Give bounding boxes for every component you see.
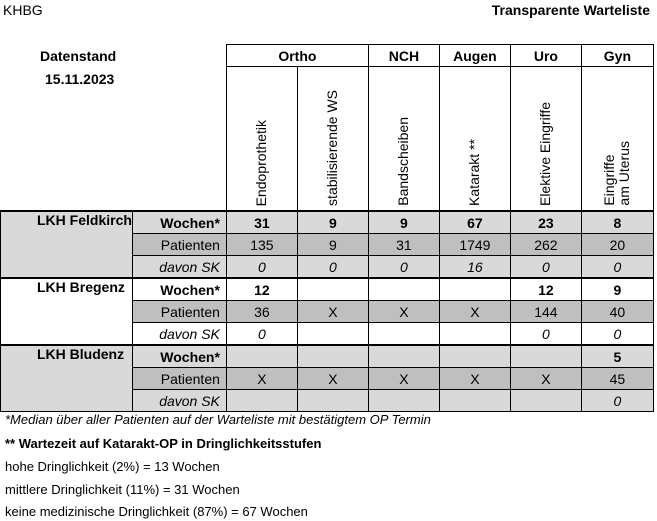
cell-patienten: X xyxy=(368,368,439,390)
cell-davon xyxy=(226,390,297,412)
cell-wochen: 9 xyxy=(297,211,368,234)
cell-patienten: X xyxy=(510,368,581,390)
hospital-name: LKH Bregenz xyxy=(1,278,133,345)
cell-davon: 0 xyxy=(226,323,297,346)
cell-davon xyxy=(297,323,368,346)
cell-davon: 0 xyxy=(368,256,439,279)
footnote-mittlere: mittlere Dringlichkeit (11%) = 31 Wochen xyxy=(5,482,240,497)
row-label-wochen: Wochen* xyxy=(132,278,226,301)
row-label-davon: davon SK xyxy=(132,390,226,412)
cell-davon xyxy=(368,323,439,346)
col-eingriffe-uterus: Eingriffe am Uterus xyxy=(601,141,633,206)
cell-davon xyxy=(439,323,510,346)
cell-patienten: 20 xyxy=(581,234,653,256)
footnote-hohe: hohe Dringlichkeit (2%) = 13 Wochen xyxy=(5,459,220,474)
cell-patienten: X xyxy=(297,301,368,323)
group-augen: Augen xyxy=(439,45,510,67)
cell-wochen xyxy=(368,345,439,368)
group-header-row xyxy=(1,45,654,67)
cell-wochen: 12 xyxy=(226,278,297,301)
cell-wochen: 9 xyxy=(368,211,439,234)
cell-patienten: X xyxy=(297,368,368,390)
cell-wochen: 9 xyxy=(581,278,653,301)
cell-wochen: 67 xyxy=(439,211,510,234)
row-label-patienten: Patienten xyxy=(132,301,226,323)
cell-patienten: 40 xyxy=(581,301,653,323)
datenstand-date: 15.11.2023 xyxy=(45,71,115,87)
cell-wochen: 23 xyxy=(510,211,581,234)
datenstand-label: Datenstand xyxy=(40,48,117,64)
row-label-patienten: Patienten xyxy=(132,234,226,256)
waitlist-table xyxy=(0,44,654,412)
footnote-median: *Median über aller Patienten auf der Warteliste mit bestätigtem OP Termin xyxy=(5,412,431,427)
group-uro: Uro xyxy=(510,45,581,67)
cell-wochen xyxy=(226,345,297,368)
cell-patienten: 45 xyxy=(581,368,653,390)
cell-davon xyxy=(510,390,581,412)
col-elektive-eingriffe: Elektive Eingriffe xyxy=(537,101,554,206)
group-gyn: Gyn xyxy=(581,45,653,67)
cell-patienten: 135 xyxy=(226,234,297,256)
row-label-patienten: Patienten xyxy=(132,368,226,390)
column-header-row xyxy=(1,67,654,212)
col-endoprothetik: Endoprothetik xyxy=(253,119,270,206)
row-label-wochen: Wochen* xyxy=(132,211,226,234)
cell-patienten: X xyxy=(368,301,439,323)
cell-patienten: 262 xyxy=(510,234,581,256)
group-nch: NCH xyxy=(368,45,439,67)
row-label-wochen: Wochen* xyxy=(132,345,226,368)
cell-davon: 0 xyxy=(226,256,297,279)
table-row xyxy=(1,211,654,234)
cell-wochen: 8 xyxy=(581,211,653,234)
cell-wochen: 31 xyxy=(226,211,297,234)
cell-patienten: 144 xyxy=(510,301,581,323)
cell-patienten: 36 xyxy=(226,301,297,323)
col-katarakt: Katarakt ** xyxy=(466,139,483,206)
cell-wochen: 12 xyxy=(510,278,581,301)
org-name: KHBG xyxy=(3,2,43,18)
hospital-name: LKH Feldkirch xyxy=(1,211,133,278)
cell-wochen xyxy=(297,278,368,301)
cell-davon: 0 xyxy=(510,256,581,279)
table-row xyxy=(1,278,654,301)
cell-davon: 0 xyxy=(297,256,368,279)
page-title: Transparente Warteliste xyxy=(491,2,650,18)
cell-wochen xyxy=(368,278,439,301)
cell-patienten: 31 xyxy=(368,234,439,256)
cell-davon xyxy=(439,390,510,412)
cell-davon: 0 xyxy=(510,323,581,346)
cell-patienten: X xyxy=(226,368,297,390)
footnote-katarakt-title: ** Wartezeit auf Katarakt-OP in Dringlichkeitsstufen xyxy=(5,436,322,451)
col-stabilisierende-ws: stabilisierende WS xyxy=(324,90,341,206)
table-row xyxy=(1,345,654,368)
cell-wochen xyxy=(439,278,510,301)
cell-davon xyxy=(368,390,439,412)
row-label-davon: davon SK xyxy=(132,323,226,346)
cell-wochen: 5 xyxy=(581,345,653,368)
cell-wochen xyxy=(439,345,510,368)
cell-patienten: 9 xyxy=(297,234,368,256)
cell-davon xyxy=(297,390,368,412)
hospital-name: LKH Bludenz xyxy=(1,345,133,412)
col-bandscheiben: Bandscheiben xyxy=(395,117,412,206)
cell-davon: 16 xyxy=(439,256,510,279)
cell-patienten: X xyxy=(439,368,510,390)
cell-davon: 0 xyxy=(581,323,653,346)
cell-patienten: X xyxy=(439,301,510,323)
cell-davon: 0 xyxy=(581,256,653,279)
row-label-davon: davon SK xyxy=(132,256,226,279)
cell-wochen xyxy=(510,345,581,368)
cell-wochen xyxy=(297,345,368,368)
cell-davon: 0 xyxy=(581,390,653,412)
group-ortho: Ortho xyxy=(226,45,368,67)
cell-patienten: 1749 xyxy=(439,234,510,256)
footnote-keine: keine medizinische Dringlichkeit (87%) = 67 Wochen xyxy=(5,504,308,519)
